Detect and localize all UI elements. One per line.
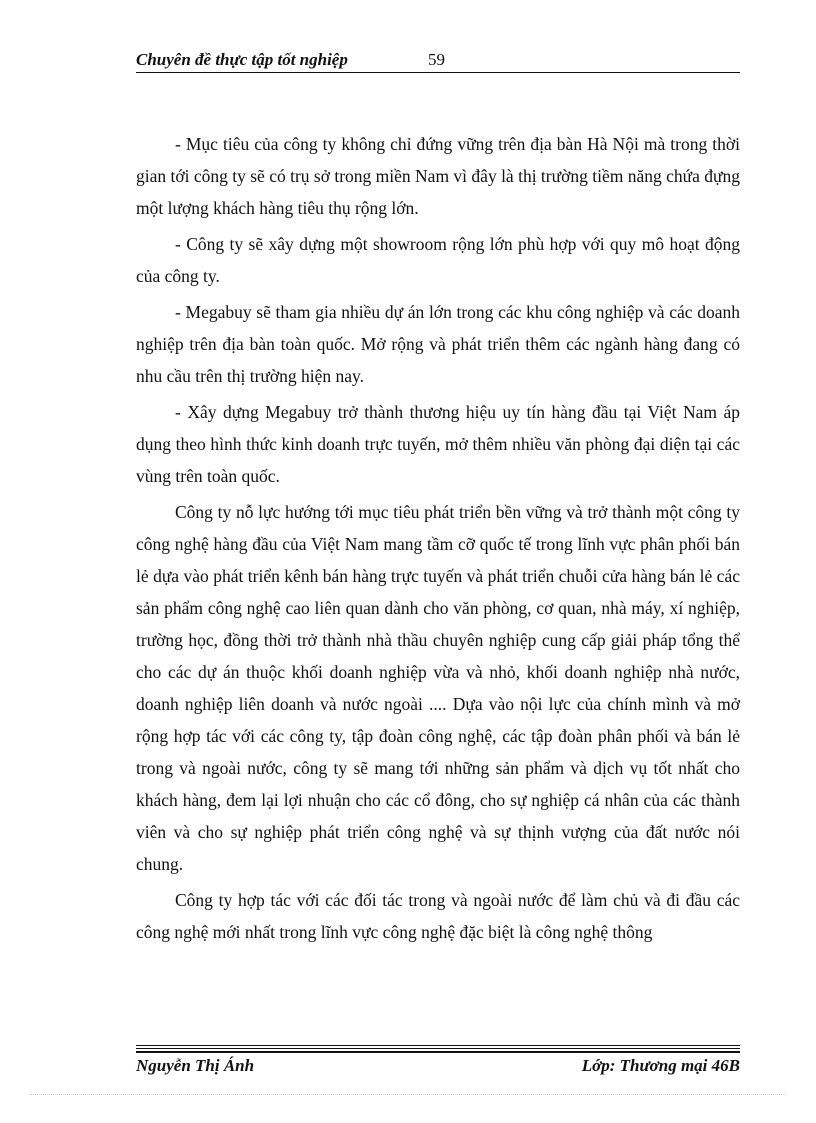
body-text [136, 128, 740, 952]
page-header [136, 48, 740, 70]
paragraph-goal-showroom: - Công ty sẽ xây dựng một showroom rộng lớn phù hợp với quy mô hoạt động của công ty. [136, 234, 740, 286]
paragraph-goal-brand: - Xây dựng Megabuy trở thành thương hiệu uy tín hàng đầu tại Việt Nam áp dụng theo hình thức kinh doanh trực tuyến, mở thêm nhiều văn phòng đại diện tại các vùng trên toàn quốc. [136, 402, 740, 486]
footer-author: Nguyễn Thị Ánh [136, 1056, 255, 1075]
paragraph-goal-projects: - Megabuy sẽ tham gia nhiều dự án lớn trong các khu công nghiệp và các doanh nghiệp trên địa bàn toàn quốc. Mở rộng và phát triển thêm các ngành hàng đang có nhu cầu trên thị trường hiện nay. [136, 302, 740, 386]
page-bottom-dotted-line [30, 1094, 786, 1095]
footer-rule-middle [136, 1048, 740, 1049]
paragraph-partnership: Công ty hợp tác với các đối tác trong và ngoài nước để làm chủ và đi đầu các công nghệ mới nhất trong lĩnh vực công nghệ đặc biệt là công nghệ thông [136, 890, 740, 942]
page-number: 59 [428, 50, 445, 69]
header-rule [136, 72, 740, 73]
footer-class: Lớp: Thương mại 46B [581, 1056, 740, 1075]
footer-rule-top [136, 1045, 740, 1046]
page-footer [136, 1056, 740, 1080]
paragraph-company-vision: Công ty nỗ lực hướng tới mục tiêu phát triển bền vững và trở thành một công ty công nghệ hàng đầu của Việt Nam mang tầm cỡ quốc tế trong lĩnh vực phân phối bán lẻ dựa vào phát triển kênh bán hàng trực tuyến và phát triển chuỗi cửa hàng bán lẻ các sản phẩm công nghệ cao liên quan dành cho văn phòng, cơ quan, nhà máy, xí nghiệp, trường học, đồng thời trở thành nhà thầu chuyên nghiệp cung cấp giải pháp tổng thể cho các dự án thuộc khối doanh nghiệp vừa và nhỏ, khối doanh nghiệp nhà nước, doanh nghiệp liên doanh và nước ngoài .... Dựa vào nội lực của chính mình và mở rộng hợp tác với các công ty, tập đoàn công nghệ, các tập đoàn phân phối và bán lẻ trong và ngoài nước, công ty sẽ mang tới những sản phẩm và dịch vụ tốt nhất cho khách hàng, đem lại lợi nhuận cho các cổ đông, cho sự nghiệp cá nhân của các thành viên và cho sự nghiệp phát triển công nghệ và sự thịnh vượng của đất nước nói chung. [136, 502, 740, 874]
paragraph-goal-south-expansion: - Mục tiêu của công ty không chỉ đứng vững trên địa bàn Hà Nội mà trong thời gian tới công ty sẽ có trụ sở trong miền Nam vì đây là thị trường tiềm năng chứa đựng một lượng khách hàng tiêu thụ rộng lớn. [136, 134, 740, 218]
header-title: Chuyên đề thực tập tốt nghiệp [136, 50, 348, 69]
footer-rule-bottom [136, 1051, 740, 1053]
